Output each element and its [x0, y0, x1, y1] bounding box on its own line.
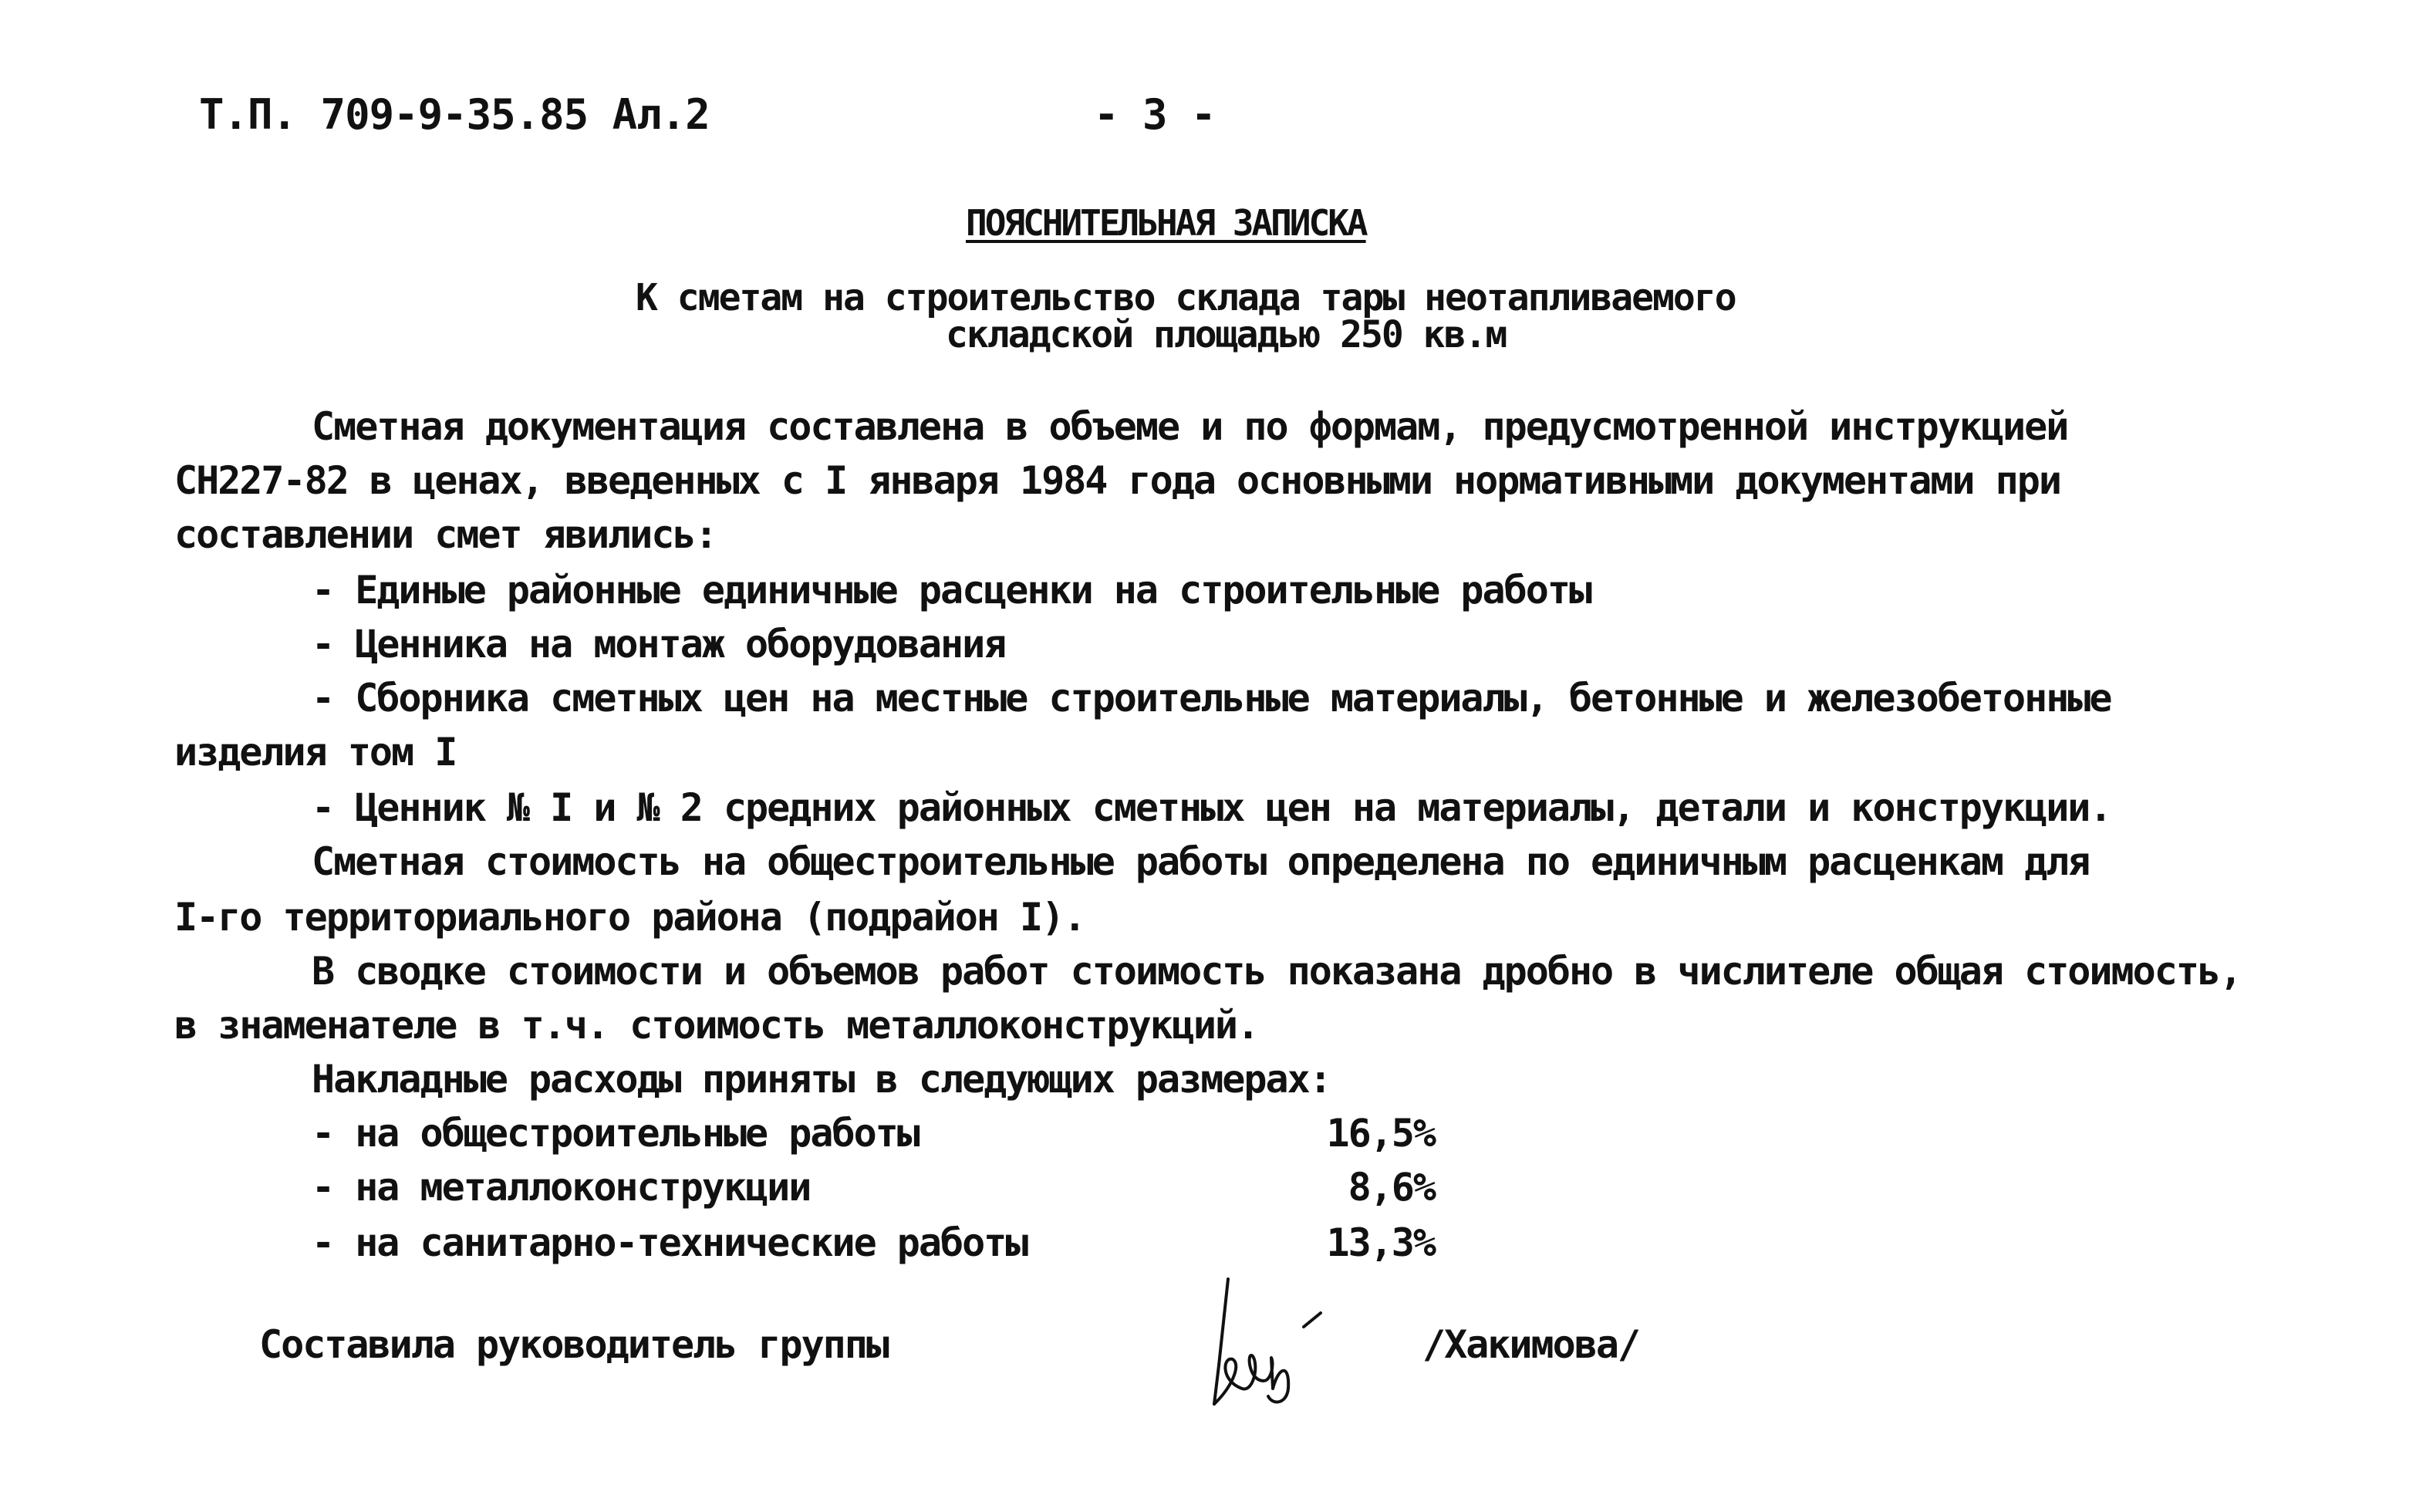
list-item: - Единые районные единичные расценки на строительные работы	[312, 568, 1591, 613]
signer-role: Составила руководитель группы	[259, 1322, 888, 1367]
page-number: - 3 -	[1094, 90, 1216, 139]
subtitle-line-1: К сметам на строительство склада тары неотапливаемого	[636, 276, 1736, 319]
subtitle-line-2: складской площадью 250 кв.м	[946, 313, 1507, 356]
list-item: - Сборника сметных цен на местные строительные материалы, бетонные и железобетонные	[312, 676, 2111, 721]
paragraph-3-line-2: в знаменателе в т.ч. стоимость металлоконструкций.	[174, 1003, 1259, 1048]
list-item: - Ценника на монтаж оборудования	[312, 622, 1006, 667]
overhead-rate-label: - на санитарно-технические работы	[312, 1220, 1028, 1265]
handwritten-signature	[1188, 1273, 1342, 1427]
paragraph-2-line-2: I-го территориального района (подрайон I).	[174, 895, 1085, 940]
document-title: ПОЯСНИТЕЛЬНАЯ ЗАПИСКА	[966, 202, 1366, 244]
paragraph-2-line-1: Сметная стоимость на общестроительные работы определена по единичным расценкам для	[312, 839, 2090, 884]
overhead-rate-label: - на металлоконструкции	[312, 1165, 811, 1210]
document-code: Т.П. 709-9-35.85 Ал.2	[199, 90, 710, 139]
list-item: - Ценник № I и № 2 средних районных сметных цен на материалы, детали и конструкции.	[312, 785, 2111, 830]
overhead-rate-value: 8,6%	[1348, 1165, 1435, 1210]
overhead-intro: Накладные расходы приняты в следующих размерах:	[312, 1057, 1331, 1102]
overhead-rate-label: - на общестроительные работы	[312, 1111, 919, 1156]
overhead-rate-value: 16,5%	[1326, 1111, 1435, 1156]
paragraph-1-line-3: составлении смет явились:	[174, 512, 717, 557]
paragraph-1-line-2: СН227-82 в ценах, введенных с I января 1984 года основными нормативными документами при	[174, 458, 2060, 503]
list-item-continuation: изделия том I	[174, 730, 457, 775]
paragraph-3-line-1: В сводке стоимости и объемов работ стоимость показана дробно в числителе общая стоимость,	[312, 949, 2242, 994]
paragraph-1-line-1: Сметная документация составлена в объеме и по формам, предусмотренной инструкцией	[312, 404, 2068, 449]
signer-name: /Хакимова/	[1422, 1322, 1640, 1367]
overhead-rate-value: 13,3%	[1326, 1220, 1435, 1265]
